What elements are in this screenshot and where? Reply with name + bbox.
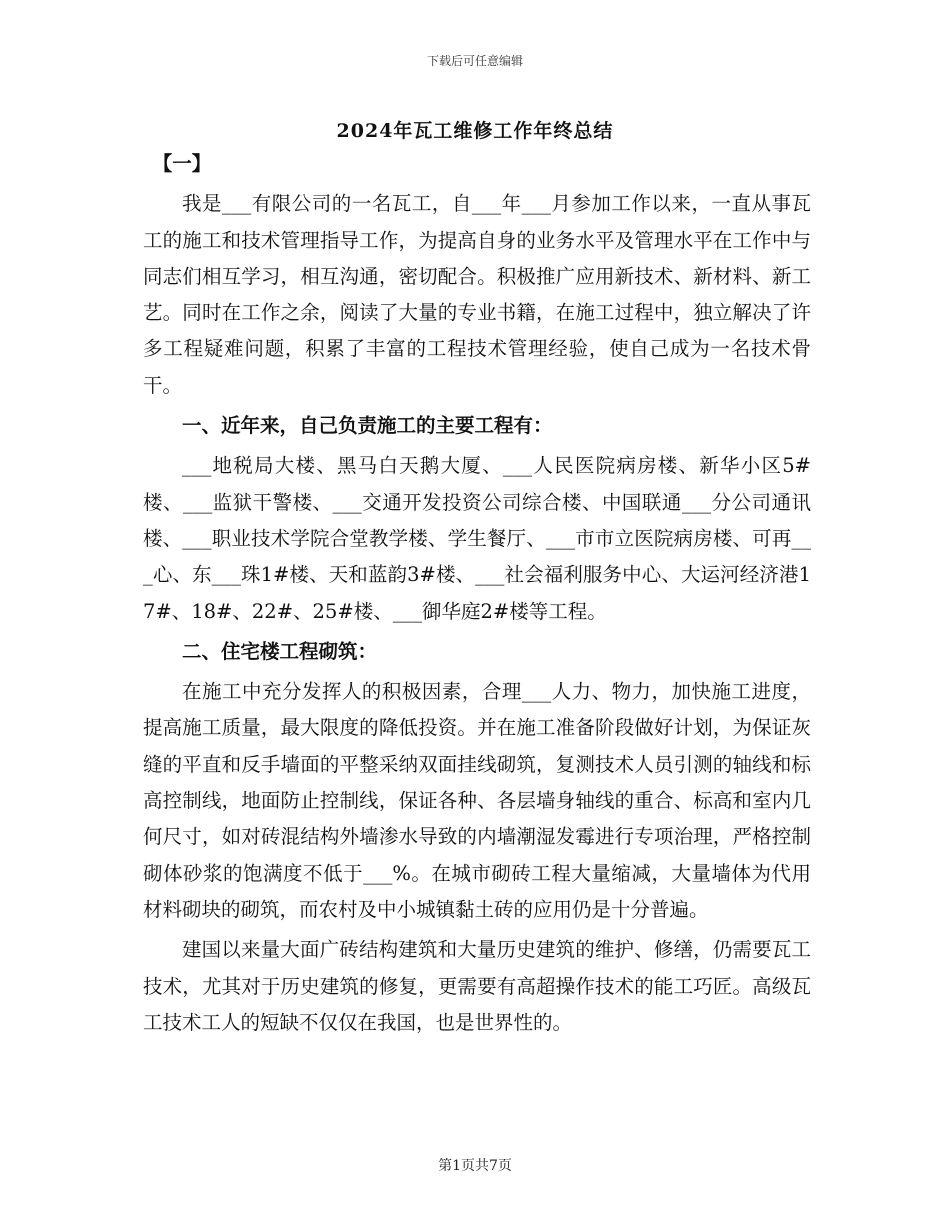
heading-residential-masonry: 二、住宅楼工程砌筑：: [182, 639, 378, 663]
projects-paragraph: ___地税局大楼、黑马白天鹅大厦、___人民医院病房楼、新华小区5#楼、___监狱干警楼、___交通开发投资公司综合楼、中国联通___分公司通讯楼、___职业技术学院合堂教学楼、学生餐厅、___市市立医院病房楼、可再___心、东___珠1#楼、天和蓝韵3#楼、___社会福利服务中心、大运河经济港17#、18#、22#、25#楼、___御华庭2#楼等工程。: [143, 454, 811, 623]
page-number: 第1页共7页: [438, 1158, 512, 1174]
document-body: [143, 146, 811, 1041]
section-label: 【一】: [152, 152, 212, 175]
heading-main-projects: 一、近年来，自己负责施工的主要工程有：: [182, 414, 553, 438]
heritage-paragraph: 建国以来量大面广砖结构建筑和大量历史建筑的维护、修缮，仍需要瓦工技术，尤其对于历史建筑的修复，更需要有高超操作技术的能工巧匠。高级瓦工技术工人的短缺不仅仅在我国，也是世界性的。: [143, 938, 811, 1034]
download-note: 下载后可任意编辑: [426, 54, 523, 68]
document-title: 2024年瓦工维修工作年终总结: [336, 120, 614, 142]
masonry-paragraph: 在施工中充分发挥人的积极因素，合理___人力、物力，加快施工进度，提高施工质量，最大限度的降低投资。并在施工准备阶段做好计划，为保证灰缝的平直和反手墙面的平整采纳双面挂线砌筑，复测技术人员引测的轴线和标高控制线，地面防止控制线，保证各种、各层墙身轴线的重合、标高和室内几何尺寸，如对砖混结构外墙渗水导致的内墙潮湿发霉进行专项治理，严格控制砌体砂浆的饱满度不低于___%。在城市砌砖工程大量缩减，大量墙体为代用材料砌块的砌筑，而农村及中小城镇黏土砖的应用仍是十分普遍。: [143, 680, 811, 921]
intro-paragraph: 我是___有限公司的一名瓦工，自___年___月参加工作以来，一直从事瓦工的施工和技术管理指导工作，为提高自身的业务水平及管理水平在工作中与同志们相互学习，相互沟通，密切配合。积极推广应用新技术、新材料、新工艺。同时在工作之余，阅读了大量的专业书籍，在施工过程中，独立解决了许多工程疑难问题，积累了丰富的工程技术管理经验，使自己成为一名技术骨干。: [143, 192, 811, 397]
